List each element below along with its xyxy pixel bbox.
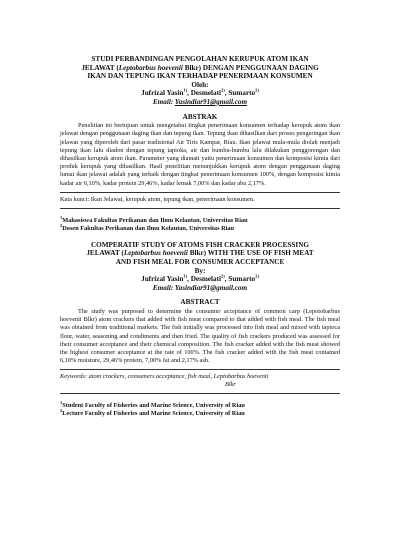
author-2-sup: 2) [221,87,225,93]
affil-1-text: Student Faculty of Fisheries and Marine Science, University of Riau [62,402,245,410]
email-label: Email: [152,97,175,106]
email-line [60,98,340,107]
author-1-sup: 1) [183,87,188,93]
title-line-1: STUDI PERBANDINGAN PENGOLAHAN KERUPUK ATOM IKAN [91,55,309,63]
author-2: , Desmelati [187,89,222,98]
species-name: Leptobarbus hoevenii [118,63,183,72]
affil-1-sup: 1 [60,400,63,406]
abstrak-heading: ABSTRAK [182,112,218,121]
title-line-2 [60,249,340,258]
affiliation-2 [60,410,340,418]
species-name: Leptobarbus hoevenii [123,249,188,258]
affil-2-text: Lecture Faculty of Fisheries and Marine Science, University of Riau [62,410,245,418]
title-line-2-pre: JELAWAT ( [86,249,124,258]
paper-page [60,55,340,418]
divider [60,192,340,193]
affil-2-sup: 2 [60,408,63,414]
divider [60,393,340,394]
keywords [60,373,340,389]
divider [60,369,340,370]
authors [60,89,340,98]
title-line-2-pre: JELAWAT ( [81,63,119,72]
oleh-label: Oleh: [191,80,209,89]
author-1: Jufrizal Yasin [141,89,184,98]
abstract-heading: ABSTRACT [180,298,220,307]
affiliation-2 [60,222,340,233]
title-line-2-post: Blkr) WITH THE USE OF FISH MEAT [187,249,314,258]
abstract-text: The study was purposed to determine the consumer acceptance of common carp (Lepotobarbus hoevenii Blkr) atom crackers that added with fish meat compared to that added with fish meal. The fish meal was obtained from traditional markets. The fish initially was processed into fish meal and mixed with tapioca flour, water, seasoning and condiments and then fried. The quality of fish crackers produced was assessed for their consumer acceptance and their chemical composition. The fish cracker added with the fish meat showed the highest consumer acceptance at the rate of 100%. The fish cracker added with the fish meat contained 6,10% moisture, 29,46% protein, 7,00% fat and 2,17% ash. [60,307,340,365]
affil-1-sup: 1 [60,214,63,220]
english-title [60,241,340,267]
author-3-sup: 2) [255,273,259,279]
divider [60,208,340,209]
email-link[interactable]: Yasindiar91@gmail.com [174,97,248,106]
affil-2-text: Dosen Fakultas Perikanan dan Ilmu Kelautan, Universitas Riau [62,224,235,232]
by-label: By: [194,266,206,275]
title-line-3: AND FISH MEAL FOR CONSUMER ACCEPTANCE [115,257,285,266]
author-3: , Sumarto [224,275,256,284]
title-line-2 [60,64,340,73]
email-label: Email: [152,283,175,292]
affiliations-english [60,402,340,418]
title-line-1: COMPERATIF STUDY OF ATOMS FISH CRACKER PROCESSING [90,240,310,249]
affil-1-text: Mahasiswa Fakultas Perikanan dan Ilmu Kelautan, Universitas Riau [62,216,248,224]
author-2: , Desmelati [187,275,222,284]
author-1: Jufrizal Yasin [141,275,184,284]
affil-2-sup: 2 [60,222,63,228]
keywords-line-2: Blkr [225,381,236,389]
authors [60,275,340,284]
email-line [60,284,340,293]
author-3-sup: 2) [255,87,259,93]
title-line-2-post: Blkr) DENGAN PENGGUNAAN DAGING [182,63,319,72]
affiliation-1 [60,214,340,225]
title-line-3: IKAN DAN TEPUNG IKAN TERHADAP PENERIMAAN KONSUMEN [87,72,313,81]
kata-kunci: Kata kunci: Ikan Jelawat, kerupuk atom, tepung ikan, penerimaan konsumen. [60,195,255,203]
indonesian-title [60,55,340,81]
keywords-line-1: Keywords: atom crackers, consumers acceptance, fish meal, Leptobarbus hoevenii [60,373,269,381]
author-2-sup: 2) [221,273,225,279]
author-3: , Sumarto [224,89,256,98]
email-text: Yasindiar91@gmail.com [174,283,248,292]
author-1-sup: 1) [183,273,188,279]
abstrak-text: Penelitian ini bertujuan untuk mengetahui tingkat penerimaan konsumen terhadap kerupuk atom ikan jelawat dengan penggunaan daging ikan dan tepung ikan. Tepung ikan dihasilkan dari proses pengeringan ikan jelawat yang diperoleh dari pasar tradisional Air Tiris Kampar, Riau. Ikan jelawat mula-mula diolah menjadi tepung ikan lalu diadon dengan tepung tapioka, air dan bumbu-bumbu lalu dilakukan penggorengan dan dihasilkan kerupuk atom ikan. Parameter yang diamati yaitu penerimaan konsumen dan komposisi kimia dari produk kerupuk yang dihasilkan. Hasil penelitian menunjukkan kerupuk atom dengan penggunaan daging lumat ikan jelawat adalah yang terbaik dengan tingkat penerimaan konsumen 100%, dengan komposisi kimia kadar air 6,10%, kadar protein 29,46%, kadar lemak 7,00% dan kadar abu 2,17%. [60,122,340,187]
affiliations-indonesian [60,214,340,233]
